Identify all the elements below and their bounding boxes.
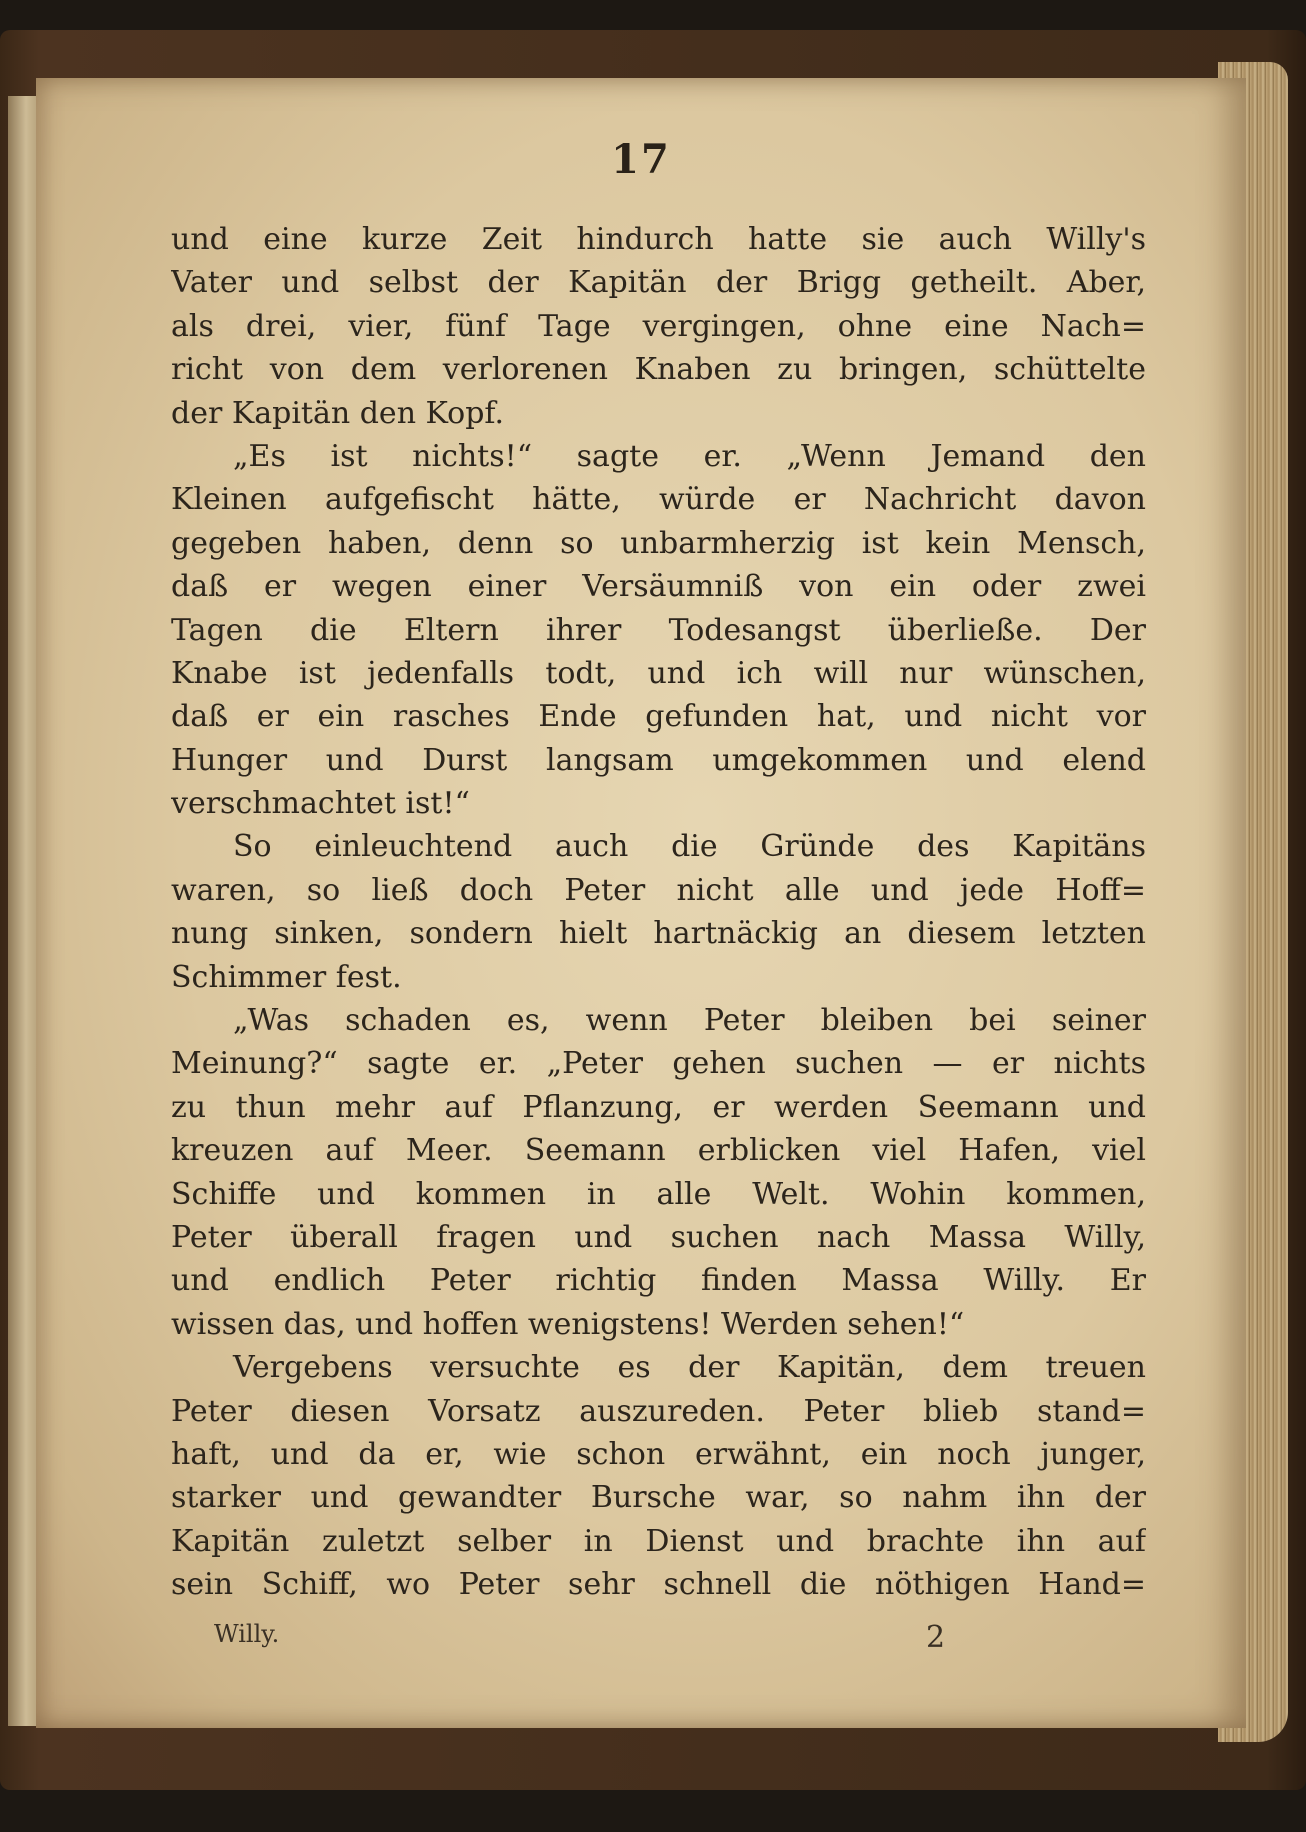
text-line: sein Schiff, wo Peter sehr schnell die nöthigen Hand= [171,1567,1146,1603]
text-line: Peter diesen Vorsatz auszureden. Peter blieb stand= [171,1393,1146,1429]
text-line: zu thun mehr auf Pflanzung, er werden Seemann und [171,1089,1146,1125]
text-line: als drei, vier, fünf Tage vergingen, ohne eine Nach= [171,308,1146,344]
text-line: richt von dem verlorenen Knaben zu bringen, schüttelte [171,352,1146,388]
signature-mark: Willy. [214,1620,280,1648]
text-line: Vater und selbst der Kapitän der Brigg getheilt. Aber, [171,265,1146,301]
text-line: gegeben haben, denn so unbarmherzig ist kein Mensch, [171,525,1146,561]
text-line: Peter überall fragen und suchen nach Massa Willy, [171,1219,1146,1255]
text-line: Schiffe und kommen in alle Welt. Wohin kommen, [171,1176,1146,1212]
body-text [171,218,1146,1607]
text-line: So einleuchtend auch die Gründe des Kapitäns [233,829,1146,865]
text-line: Kapitän zuletzt selber in Dienst und brachte ihn auf [171,1523,1146,1559]
text-line: der Kapitän den Kopf. [171,395,504,431]
sheet-number: 2 [926,1620,946,1655]
text-line: „Es ist nichts!“ sagte er. „Wenn Jemand den [233,438,1146,474]
text-line: Vergebens versuchte es der Kapitän, dem treuen [233,1350,1146,1386]
text-line: nung sinken, sondern hielt hartnäckig an diesem letzten [171,916,1146,952]
text-line: daß er ein rasches Ende gefunden hat, und nicht vor [171,699,1146,735]
book-page [36,78,1246,1728]
text-line: kreuzen auf Meer. Seemann erblicken viel Hafen, viel [171,1133,1146,1169]
page-footer [36,1620,1246,1660]
text-line: und eine kurze Zeit hindurch hatte sie auch Willy's [171,222,1146,257]
text-line: Tagen die Eltern ihrer Todesangst überließe. Der [171,612,1146,648]
text-line: und endlich Peter richtig finden Massa Willy. Er [171,1263,1146,1299]
text-line: Schimmer fest. [171,959,402,995]
text-line: waren, so ließ doch Peter nicht alle und jede Hoff= [171,872,1146,908]
text-line: Meinung?“ sagte er. „Peter gehen suchen — er nichts [171,1046,1146,1082]
text-line: wissen das, und hoffen wenigstens! Werden sehen!“ [171,1306,965,1342]
text-line: „Was schaden es, wenn Peter bleiben bei seiner [233,1003,1146,1039]
text-line: verschmachtet ist!“ [171,786,470,822]
text-line: Kleinen aufgefischt hätte, würde er Nachricht davon [171,482,1146,518]
text-line: starker und gewandter Bursche war, so nahm ihn der [171,1480,1146,1516]
left-page-edge [8,96,38,1726]
text-line: Knabe ist jedenfalls todt, und ich will nur wünschen, [171,655,1146,691]
text-line: Hunger und Durst langsam umgekommen und elend [171,742,1146,778]
page-number: 17 [611,136,671,183]
text-line: daß er wegen einer Versäumniß von ein oder zwei [171,569,1146,605]
text-line: haft, und da er, wie schon erwähnt, ein noch junger, [171,1436,1146,1472]
